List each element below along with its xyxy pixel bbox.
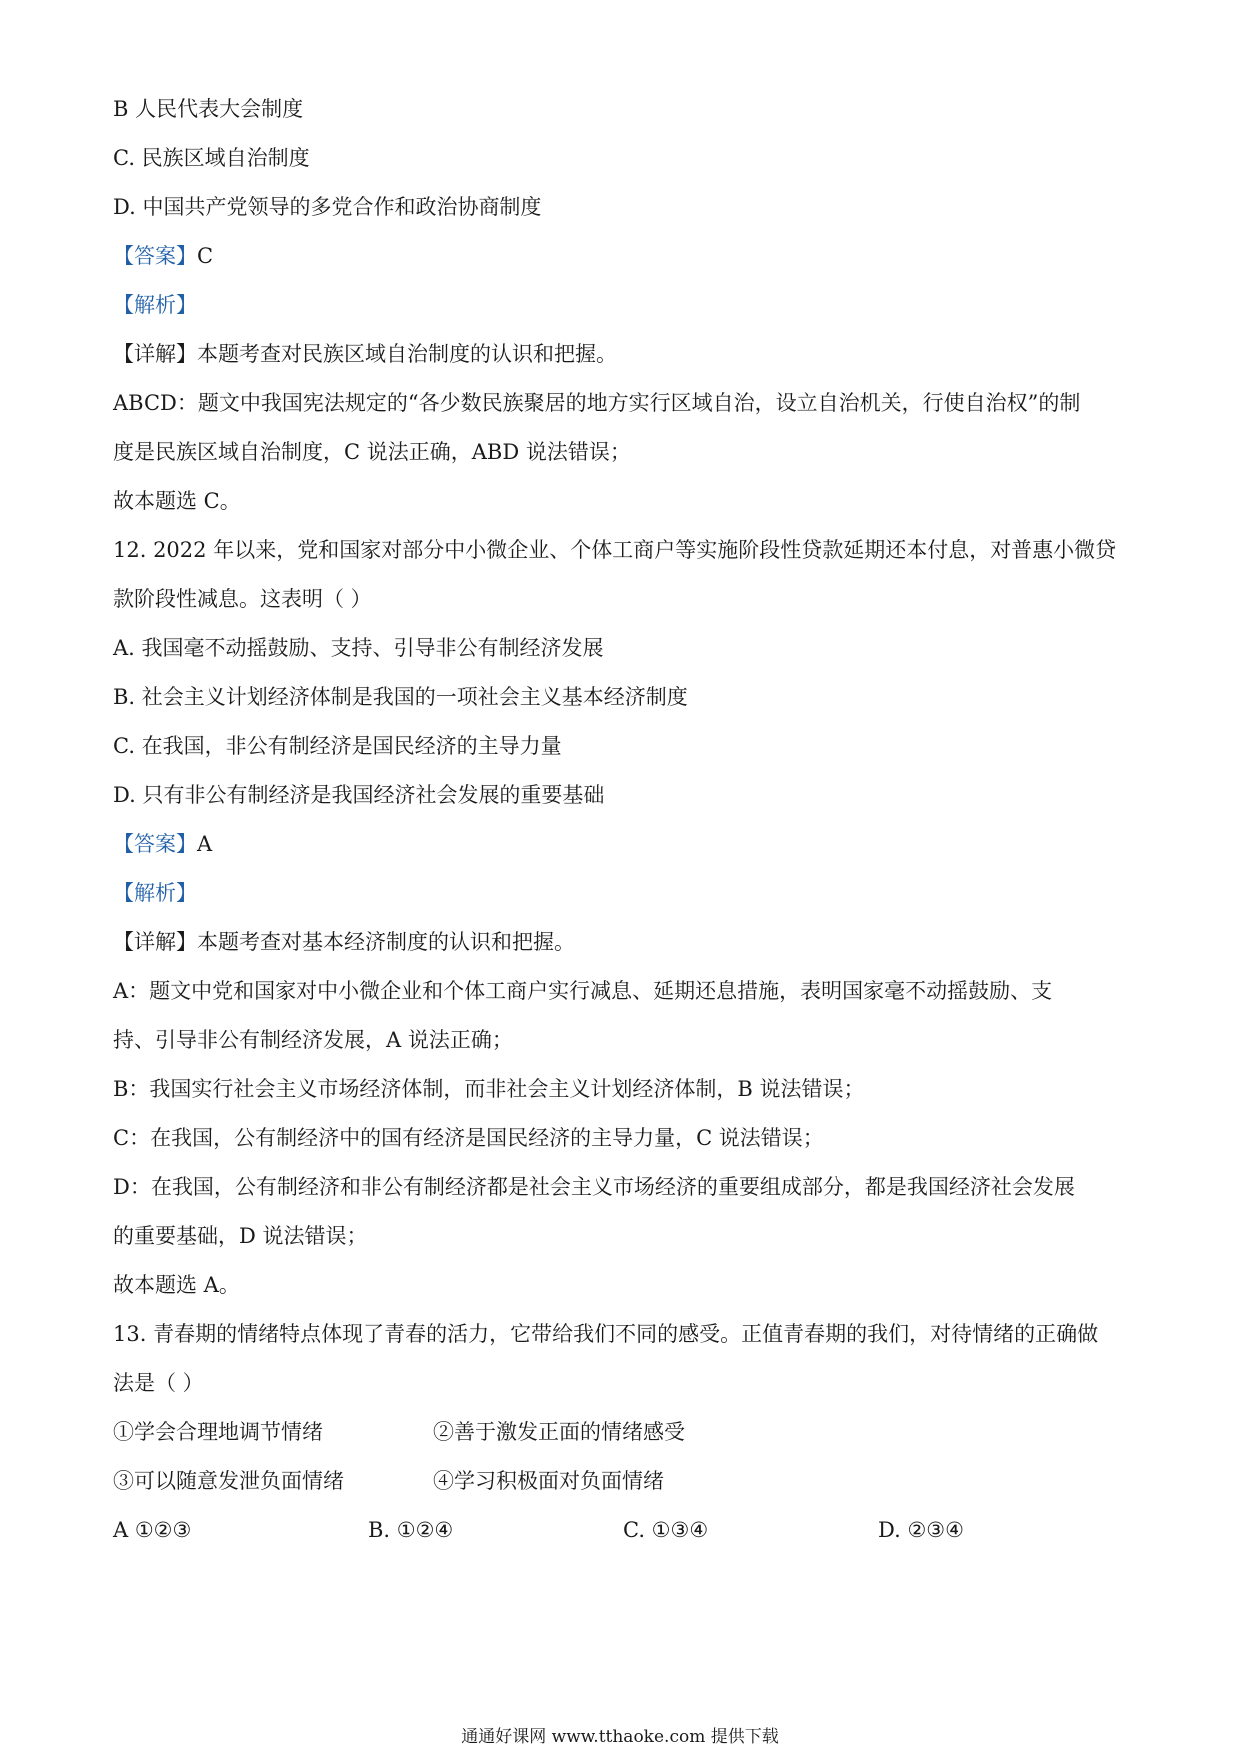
q13-items-row1	[113, 1418, 1133, 1446]
q12-explain-d-line1: D：在我国，公有制经济和非公有制经济都是社会主义市场经济的重要组成部分，都是我国经济社会发展	[113, 1175, 1075, 1199]
page-footer: 通通好课网 www.tthaoke.com 提供下载	[461, 1727, 779, 1747]
q11-option-b: B 人民代表大会制度	[113, 97, 304, 121]
q11-option-d: D. 中国共产党领导的多党合作和政治协商制度	[113, 195, 542, 219]
document-page	[113, 95, 1133, 1565]
detail-label: 【详解】	[113, 342, 197, 366]
answer-label: 【答案】	[113, 832, 197, 856]
q11-conclusion: 故本题选 C。	[113, 489, 241, 513]
q12-detail	[113, 928, 1133, 956]
q12-answer	[113, 830, 1133, 858]
q12-analysis	[113, 879, 1133, 907]
q11-detail	[113, 340, 1133, 368]
q13-option-b: B. ①②④	[368, 1518, 454, 1542]
q13-option-a: A ①②③	[113, 1518, 192, 1542]
q12-option-c: C. 在我国，非公有制经济是国民经济的主导力量	[113, 734, 562, 758]
answer-value: C	[197, 244, 214, 268]
answer-value: A	[197, 832, 213, 856]
q13-items-row2	[113, 1467, 1133, 1495]
q12-explain-c: C：在我国，公有制经济中的国有经济是国民经济的主导力量，C 说法错误；	[113, 1126, 824, 1150]
answer-label: 【答案】	[113, 244, 197, 268]
analysis-label: 【解析】	[113, 881, 197, 905]
detail-text: 本题考查对基本经济制度的认识和把握。	[197, 930, 575, 954]
q11-analysis	[113, 291, 1133, 319]
q13-item-3: ③可以随意发泄负面情绪	[113, 1469, 344, 1493]
q13-item-2: ②善于激发正面的情绪感受	[433, 1420, 685, 1444]
q12-explain-b: B：我国实行社会主义市场经济体制，而非社会主义计划经济体制，B 说法错误；	[113, 1077, 865, 1101]
q12-option-b: B. 社会主义计划经济体制是我国的一项社会主义基本经济制度	[113, 685, 688, 709]
q13-stem-line2: 法是（ ）	[113, 1371, 204, 1395]
q12-explain-a-line2: 持、引导非公有制经济发展，A 说法正确；	[113, 1028, 513, 1052]
q12-option-a: A. 我国毫不动摇鼓励、支持、引导非公有制经济发展	[113, 636, 604, 660]
q12-option-d: D. 只有非公有制经济是我国经济社会发展的重要基础	[113, 783, 605, 807]
q13-item-1: ①学会合理地调节情绪	[113, 1420, 323, 1444]
q12-stem-line2: 款阶段性减息。这表明（ ）	[113, 587, 372, 611]
detail-text: 本题考查对民族区域自治制度的认识和把握。	[197, 342, 617, 366]
q13-item-4: ④学习积极面对负面情绪	[433, 1469, 664, 1493]
q11-explain-line1: ABCD：题文中我国宪法规定的“各少数民族聚居的地方实行区域自治，设立自治机关，行使自治权”的制	[113, 391, 1081, 415]
analysis-label: 【解析】	[113, 293, 197, 317]
q12-explain-d-line2: 的重要基础，D 说法错误；	[113, 1224, 368, 1248]
q12-explain-a-line1: A：题文中党和国家对中小微企业和个体工商户实行减息、延期还息措施，表明国家毫不动摇鼓励、支	[113, 979, 1053, 1003]
q11-option-c: C. 民族区域自治制度	[113, 146, 310, 170]
q11-answer	[113, 242, 1133, 270]
q11-explain-line2: 度是民族区域自治制度，C 说法正确，ABD 说法错误；	[113, 440, 631, 464]
q13-option-c: C. ①③④	[623, 1518, 709, 1542]
q12-stem-line1: 12. 2022 年以来，党和国家对部分中小微企业、个体工商户等实施阶段性贷款延期还本付息，对普惠小微贷	[113, 538, 1117, 562]
q13-option-d: D. ②③④	[878, 1518, 964, 1542]
q13-options	[113, 1516, 1133, 1544]
q12-conclusion: 故本题选 A。	[113, 1273, 240, 1297]
q13-stem-line1: 13. 青春期的情绪特点体现了青春的活力，它带给我们不同的感受。正值青春期的我们，对待情绪的正确做	[113, 1322, 1099, 1346]
detail-label: 【详解】	[113, 930, 197, 954]
